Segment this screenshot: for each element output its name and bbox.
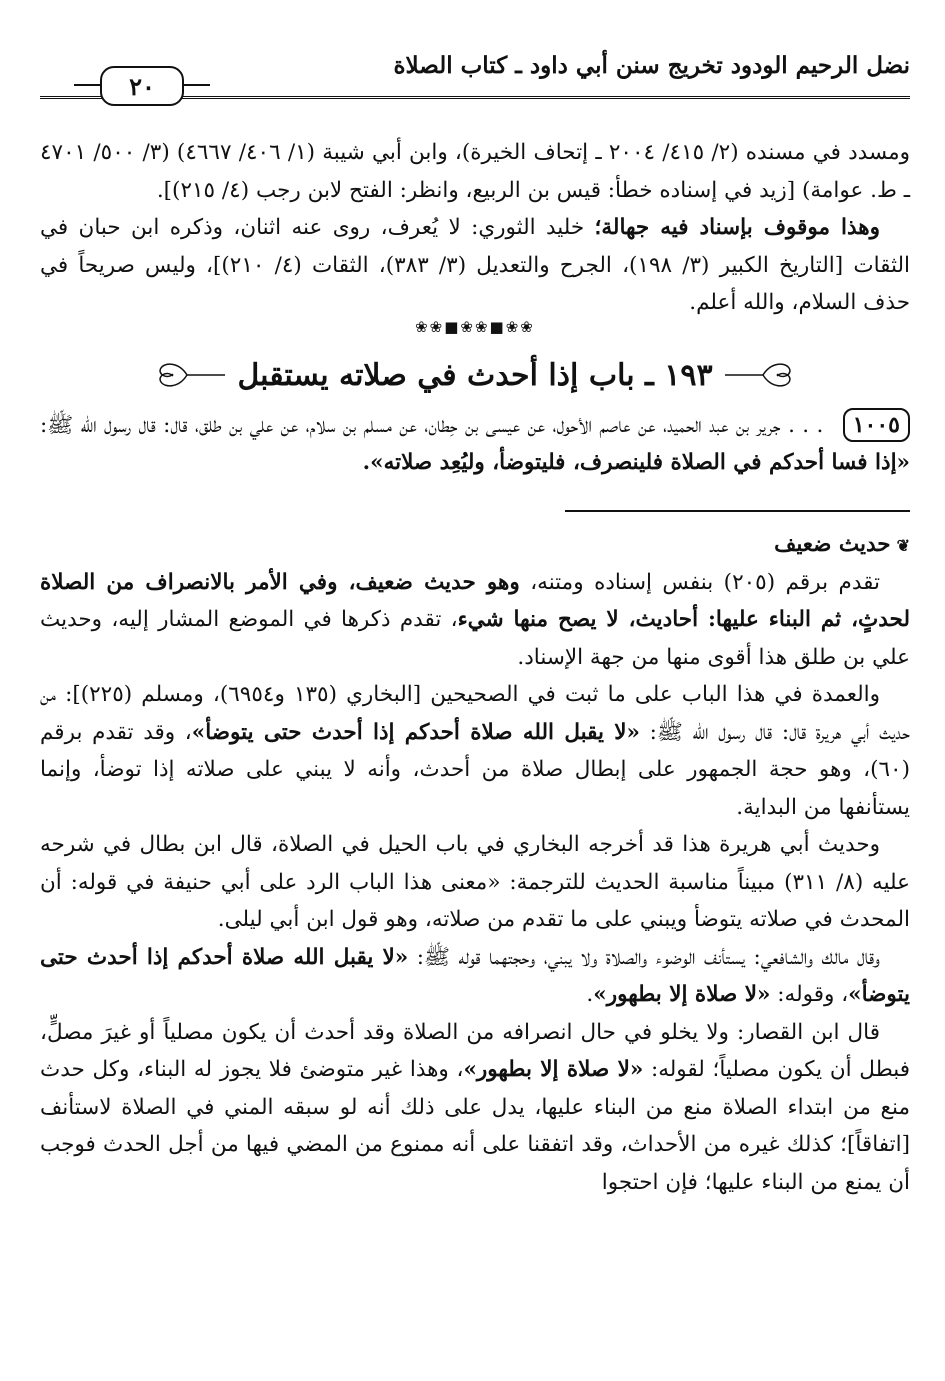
- chapter-heading: [40, 358, 910, 393]
- plain-text: وقال مالك والشافعي: يستأنف الوضوء والصلاة ولا يبني، وحجتهما قوله ﷺ:: [408, 944, 880, 970]
- page-header: [40, 52, 910, 100]
- commentary-paragraph: [40, 564, 910, 677]
- ruling-label: حديث ضعيف: [774, 531, 891, 557]
- hadith-ruling: [40, 526, 910, 564]
- hadith-text: [40, 407, 910, 482]
- page-number: ٢٠: [100, 66, 184, 106]
- bold-quote: «لا يقبل الله صلاة أحدكم إذا أحدث حتى يتوضأ»: [191, 719, 640, 745]
- scroll-ornament-icon: [723, 360, 793, 390]
- intro-paragraph-2-bold: وهذا موقوف بإسناد فيه جهالة؛: [594, 215, 880, 240]
- plain-text: ، وقد تقدم برقم (٦٠)، وهو حجة الجمهور على إبطال صلاة من أحدث، وأنه لا يبني على صلاته إذا توضأ، وإنما يستأنفها من البداية.: [40, 719, 910, 820]
- footnote-separator: [565, 510, 910, 512]
- leaf-icon: ❦: [896, 535, 910, 555]
- intro-paragraph-1: ومسدد في مسنده (٢/ ٤١٥/ ٢٠٠٤ ـ إتحاف الخيرة)، وابن أبي شيبة (١/ ٤٠٦/ ٤٦٦٧) (٣/ ٥٠٠/ ٤٧٠١ ـ ط. عوامة) [زيد في إسناده خطأ: قيس بن الربيع، وانظر: الفتح لابن رجب (٤/ ٢١٥)].: [40, 140, 911, 203]
- hadith-chain: . . . جرير بن عبد الحميد، عن عاصم الأحول، عن عيسى بن حِطان، عن مسلم بن سلام، عن علي بن طلق، قال: قال رسول الله ﷺ:: [40, 412, 831, 438]
- scroll-ornament-icon: [157, 360, 227, 390]
- bold-quote: «لا صلاة إلا بطهور»: [593, 982, 771, 1007]
- plain-text: ، وقوله:: [770, 982, 849, 1007]
- hadith-number: ١٠٠٥: [843, 408, 910, 442]
- commentary-paragraph: [40, 1014, 910, 1202]
- commentary-paragraph: [40, 826, 910, 939]
- bold-quote: «لا صلاة إلا بطهور»: [463, 1057, 644, 1082]
- plain-text: ، وهذا غير متوضئ فلا يجوز له البناء، وكل حدث منع من ابتداء الصلاة منع من البناء عليها، يدل على ذلك أنه لو سبقه المني في الصلاة لاستأنف [اتفاقاً]؛ كذلك غيره من الأحداث، وقد اتفقنا على أنه ممنوع من المضي فيها من أجل الحدث فوجب أن يمنع من البناء عليها؛ فإن احتجوا: [40, 1057, 910, 1195]
- bold-quote: وهو حديث ضعيف، وفي الأمر بالانصراف من الصلاة لحدثٍ، ثم البناء عليها: أحاديث، لا يصح منها شيء: [40, 569, 910, 632]
- running-title: نضل الرحيم الودود تخريج سنن أبي داود ـ كتاب الصلاة: [393, 52, 910, 79]
- plain-text: تقدم برقم (٢٠٥) بنفس إسناده ومتنه،: [519, 569, 881, 595]
- book-page: [40, 52, 910, 1201]
- plain-text: قال ابن القصار: ولا يخلو في حال انصرافه من الصلاة وقد أحدث أن يكون مصلياً أو غيرَ مصلٍّ، فبطل أن يكون مصلياً؛ لقوله:: [40, 1019, 910, 1082]
- intro-block: [40, 134, 910, 336]
- bold-quote: «لا يقبل الله صلاة أحدكم إذا أحدث حتى يتوضأ»: [40, 944, 910, 1007]
- section-ornament: ❀❀■❀❀■❀❀: [415, 317, 535, 336]
- commentary-paragraph: [40, 939, 910, 1014]
- plain-text: والعمدة في هذا الباب على ما ثبت في الصحيحين [البخاري (١٣٥ و٦٩٥٤)، ومسلم (٢٢٥)]: من حديث أبي هريرة قال: قال رسول الله ﷺ:: [40, 682, 911, 745]
- plain-text: .: [586, 982, 594, 1007]
- commentary-paragraph: [40, 676, 910, 826]
- intro-paragraph-2: [40, 209, 910, 322]
- plain-text: وحديث أبي هريرة هذا قد أخرجه البخاري في باب الحيل في الصلاة، قال ابن بطال في شرحه عليه (٨/ ٣١١) مبيناً مناسبة الحديث للترجمة: «معنى هذا الباب الرد على أبي حنيفة في قوله: أن المحدث في صلاته يتوضأ ويبني على ما تقدم من صلاته، وهو قول ابن أبي ليلى.: [40, 832, 911, 932]
- plain-text: ، تقدم ذكرها في الموضع المشار إليه، وحديث علي بن طلق هذا أقوى منها من جهة الإسناد.: [40, 607, 910, 670]
- intro-paragraph-2-rest: خليد الثوري: لا يُعرف، روى عنه اثنان، وذكره ابن حبان في الثقات [التاريخ الكبير (٣/ ١٩٨)، الجرح والتعديل (٣/ ٣٨٣)، الثقات (٤/ ٢١٠)]، وليس صريحاً في حذف السلام، والله أعلم.: [40, 215, 911, 315]
- hadith-matn: «إذا فسا أحدكم في الصلاة فلينصرف، فليتوضأ، وليُعِد صلاته».: [362, 450, 910, 475]
- chapter-title: ١٩٣ ـ باب إذا أحدث في صلاته يستقبل: [237, 357, 713, 393]
